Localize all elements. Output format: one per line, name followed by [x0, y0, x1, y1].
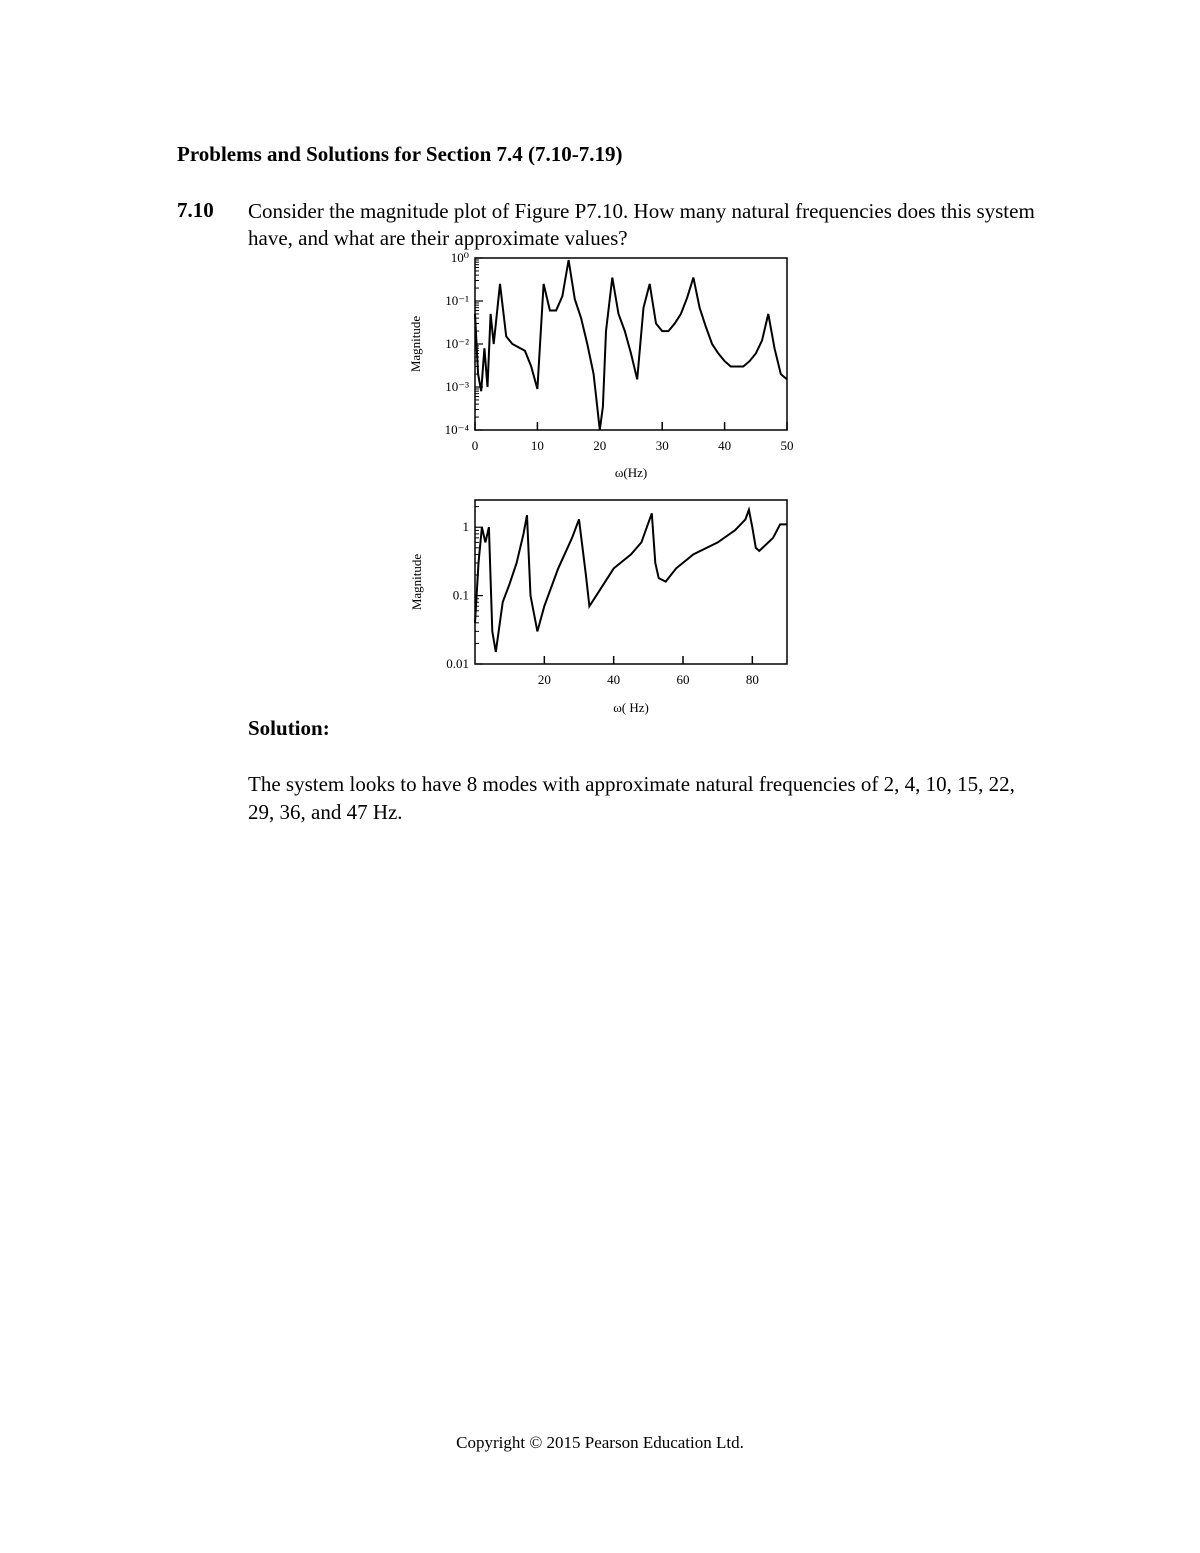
y-axis-label: Magnitude	[408, 315, 423, 373]
x-axis-label: ω( Hz)	[613, 700, 649, 715]
solution-label: Solution:	[248, 716, 330, 740]
x-axis-label: ω(Hz)	[614, 465, 648, 480]
x-tick-label: 40	[718, 438, 732, 453]
copyright-footer: Copyright © 2015 Pearson Education Ltd.	[456, 1433, 744, 1452]
x-tick-label: 20	[537, 672, 551, 687]
y-tick-label: 10⁻³	[445, 379, 469, 394]
magnitude-curve	[475, 510, 787, 652]
y-tick-label: 0.01	[446, 656, 469, 671]
y-tick-label: 10⁻⁴	[444, 422, 469, 437]
y-tick-label: 1	[462, 519, 469, 535]
y-tick-label: 10⁻²	[445, 336, 469, 351]
x-tick-label: 10	[530, 438, 544, 453]
y-tick-label: 10⁻¹	[445, 293, 469, 308]
x-tick-label: 80	[745, 672, 759, 687]
x-tick-label: 30	[655, 438, 669, 453]
y-tick-label: 10⁰	[450, 250, 469, 265]
x-tick-label: 60	[676, 672, 690, 687]
x-tick-label: 20	[593, 438, 607, 453]
y-axis-label: Magnitude	[409, 553, 424, 611]
magnitude-plot-bottom	[0, 0, 1200, 740]
problem-text: Consider the magnitude plot of Figure P7.10. How many natural frequencies does this system have, and what are their approximate values?	[248, 199, 1035, 250]
x-tick-label: 0	[471, 438, 479, 453]
y-tick-label: 0.1	[452, 587, 469, 603]
solution-text: The system looks to have 8 modes with approximate natural frequencies of 2, 4, 10, 15, 22, 29, 36, and 47 Hz.	[248, 772, 1015, 824]
x-tick-label: 40	[607, 672, 621, 687]
x-tick-label: 50	[780, 438, 794, 453]
section-heading: Problems and Solutions for Section 7.4 (7.10-7.19)	[177, 142, 623, 166]
problem-number: 7.10	[177, 198, 214, 222]
